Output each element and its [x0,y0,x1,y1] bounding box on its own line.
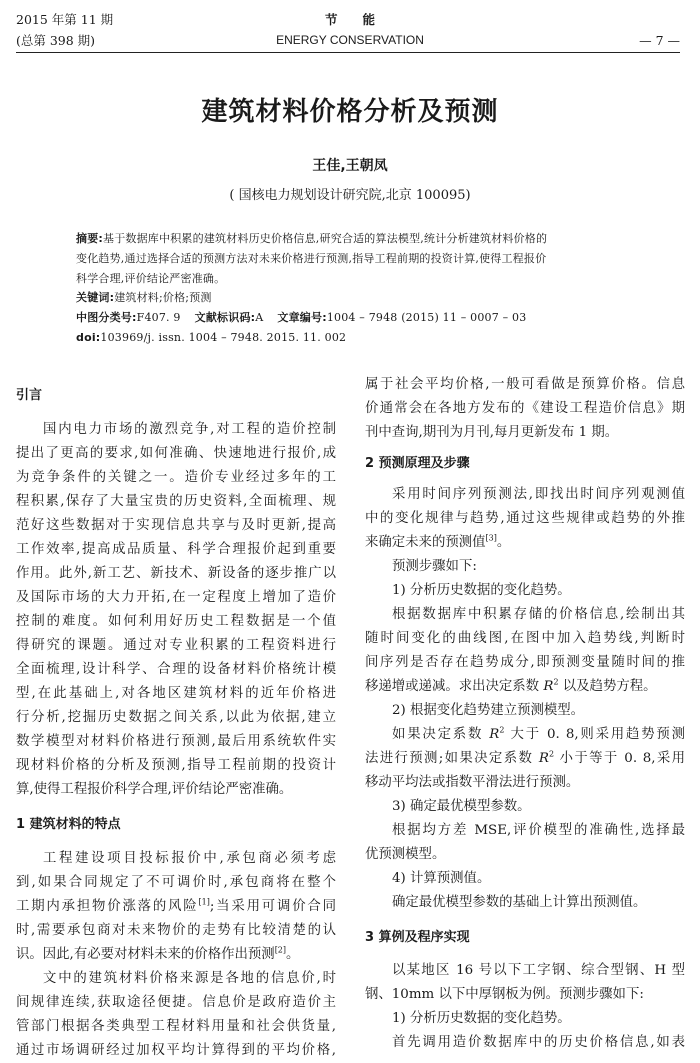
text-run: 移递增或递减。求出决定系数 [365,679,544,694]
paragraph-line: 首先调用造价数据库中的历史价格信息,如表 [392,1035,685,1050]
paragraph-line: 确定最优模型参数的基础上计算出预测值。 [392,895,647,910]
text-run: 大于 0. 8,则采用趋势预测 [504,727,685,742]
author-names: 王佳,王朝凤 [312,158,388,174]
math-variable: R [538,751,549,766]
paragraph-line: 通过市场调研经过加权平均计算得到的平均价格, [16,1043,336,1058]
paragraph-line: 以某地区 16 号以下工字钢、综合型钢、H 型 [392,963,685,978]
step-heading: 1) 分析历史数据的变化趋势。 [392,583,571,598]
paragraph-line: 得研究的课题。通过对专业积累的工程资料进行 [16,638,336,653]
paragraph-line: 文中的建筑材料价格来源是各地的信息价,时 [43,971,336,986]
page-number: — 7 — [639,33,680,48]
section3-heading: 3 算例及程序实现 [365,930,470,945]
article-title: 建筑材料价格分析及预测 [201,97,499,127]
paragraph-line: 国内电力市场的激烈竞争,对工程的造价控制 [43,422,336,437]
paragraph-line [365,531,685,555]
step-heading: 3) 确定最优模型参数。 [392,799,531,814]
citation-ref[interactable]: [2] [274,945,287,955]
paragraph-line: 间序列是否存在趋势成分,即预测变量随时间的推 [365,655,685,670]
paragraph-line: 钢、10mm 以下中厚钢板为例。预测步骤如下: [365,987,644,1002]
paragraph-line: 时,需要承包商对未来物价的走势有比较清楚的认 [16,923,336,938]
paragraph-line: 及国际市场的大力开拓,在一定程度上增加了造价 [16,590,336,605]
issue-label: 2015 年第 11 期 [16,12,114,27]
superscript: 2 [548,749,555,759]
keywords-text: 建筑材料;价格;预测 [114,291,212,304]
abstract-line: 科学合理,评价结论严密准确。 [76,272,226,285]
text-run: 小于等于 0. 8,采用 [554,751,685,766]
paragraph-line: 数学模型对材料价格进行预测,最后用系统软件实 [16,734,336,749]
step-heading: 1) 分析历史数据的变化趋势。 [392,1011,571,1026]
paragraph-line: 间规律连续,获取途径便捷。信息价是政府造价主 [16,995,336,1010]
superscript: 2 [553,677,559,687]
articleno-label: 文章编号: [277,311,327,324]
paragraph-line: 根据均方差 MSE,评价模型的准确性,选择最 [392,823,685,838]
paragraph-line: 管部门根据各类典型工程材料用量和社会供货量, [16,1019,336,1034]
paragraph-line [16,895,336,919]
articleno-value: 1004 – 7948 (2015) 11 – 0007 – 03 [326,311,527,324]
text-run: 。 [286,947,300,962]
keywords-label: 关键词: [76,291,115,304]
doi-line [76,331,346,345]
text-run: 。 [496,535,511,550]
math-variable: R [543,679,554,694]
clc-label: 中图分类号: [76,311,137,324]
paragraph-line: 型,在此基础上,对各地区建筑材料的近年价格进 [16,686,336,701]
paragraph-line: 现材料价格的分析及预测,指导工程前期的投资计 [16,758,336,773]
intro-heading: 引言 [16,388,43,403]
paragraph-line: 范好这些数据对于实现信息共享与及时更新,提高 [16,518,336,533]
classification-line [76,311,526,325]
paragraph-line [365,723,685,747]
paragraph-line: 工作效率,提高成品质量、科学合理报价起到重要 [16,542,336,557]
total-issue-label: (总第 398 期) [16,33,96,48]
abstract-line [76,232,547,246]
abstract-label: 摘要: [76,232,103,245]
text-run: 如果决定系数 [392,727,490,742]
citation-ref[interactable]: [1] [198,897,210,907]
doccode-label: 文献标识码: [194,311,256,324]
paragraph-line: 为竞争条件的关键之一。造价专业经过多年的工 [16,470,336,485]
section2-heading: 2 预测原理及步骤 [365,456,470,471]
paragraph-line: 程积累,保存了大量宝贵的历史资料,全面梳理、规 [16,494,336,509]
text-run: 法进行预测;如果决定系数 [365,751,539,766]
paragraph-line: 属于社会平均价格,一般可看做是预算价格。信息 [365,377,685,392]
doi-label: doi: [76,331,101,344]
doi-value: 103969/j. issn. 1004 – 7948. 2015. 11. 002 [100,331,347,344]
step-heading: 2) 根据变化趋势建立预测模型。 [392,703,585,718]
paragraph-line: 算,使得工程报价科学合理,评价结论严密准确。 [16,782,293,797]
text-run: 来确定未来的预测值 [365,535,486,550]
paragraph-line [365,675,685,699]
text-run: 以及趋势方程。 [558,679,657,694]
paragraph-line: 工程建设项目投标报价中,承包商必须考虑 [43,851,336,866]
paragraph-line: 控制的难度。如何利用好历史工程数据是一个值 [16,614,336,629]
abstract-line: 变化趋势,通过选择合适的预测方法对未来价格进行预测,指导工程前期的投资计算,使得工程报价 [76,252,547,265]
journal-name-cn: 节 能 [324,12,375,27]
paragraph-line: 价通常会在各地方发布的《建设工程造价信息》期 [365,401,685,416]
paragraph-line: 到,如果合同规定了不可调价时,承包商将在整个 [16,875,336,890]
paragraph-line: 刊中查询,期刊为月刊,每月更新发布 1 期。 [365,425,619,440]
paragraph-line: 根据数据库中积累存储的价格信息,绘制出其 [392,607,685,622]
citation-ref[interactable]: [3] [485,533,497,543]
journal-name-en: ENERGY CONSERVATION [276,33,424,47]
step-heading: 4) 计算预测值。 [392,871,491,886]
abstract-text: 基于数据库中积累的建筑材料历史价格信息,研究合适的算法模型,统计分析建筑材料价格的 [103,232,548,245]
text-run: ;当采用可调价合同 [209,899,336,914]
paragraph-line [365,747,685,771]
paragraph-line [16,943,336,967]
paragraph-line: 随时间变化的曲线图,在图中加入趋势线,判断时 [365,631,685,646]
paragraph-line: 预测步骤如下: [392,559,477,574]
paragraph-line: 采用时间序列预测法,即找出时间序列观测值 [392,487,685,502]
clc-value: F407. 9 [136,311,181,324]
paragraph-line: 行分析,挖掘历史数据之间关系,以此为依据,建立 [16,710,336,725]
paragraph-line: 提出了更高的要求,如何准确、快速地进行报价,成 [16,446,336,461]
math-variable: R [489,727,500,742]
header-rule [16,52,680,53]
paragraph-line: 作用。此外,新工艺、新技术、新设备的逐步推广以 [16,566,336,581]
doccode-value: A [255,311,264,324]
section1-heading: 1 建筑材料的特点 [16,817,121,832]
paragraph-line: 移动平均法或指数平滑法进行预测。 [365,775,580,790]
paragraph-line: 全面梳理,设计科学、合理的设备材料价格统计模 [16,662,336,677]
spacer [16,779,336,803]
text-run: 工期内承担物价涨落的风险 [16,899,199,914]
paragraph-line: 中的变化规律与趋势,通过这些规律或趋势的外推 [365,511,685,526]
keywords-line [76,291,212,305]
superscript: 2 [499,725,505,735]
author-affiliation: ( 国核电力规划设计研究院,北京 100095) [229,188,471,203]
paragraph-line: 优预测模型。 [365,847,446,862]
text-run: 识。因此,有必要对材料未来的价格作出预测 [16,947,275,962]
